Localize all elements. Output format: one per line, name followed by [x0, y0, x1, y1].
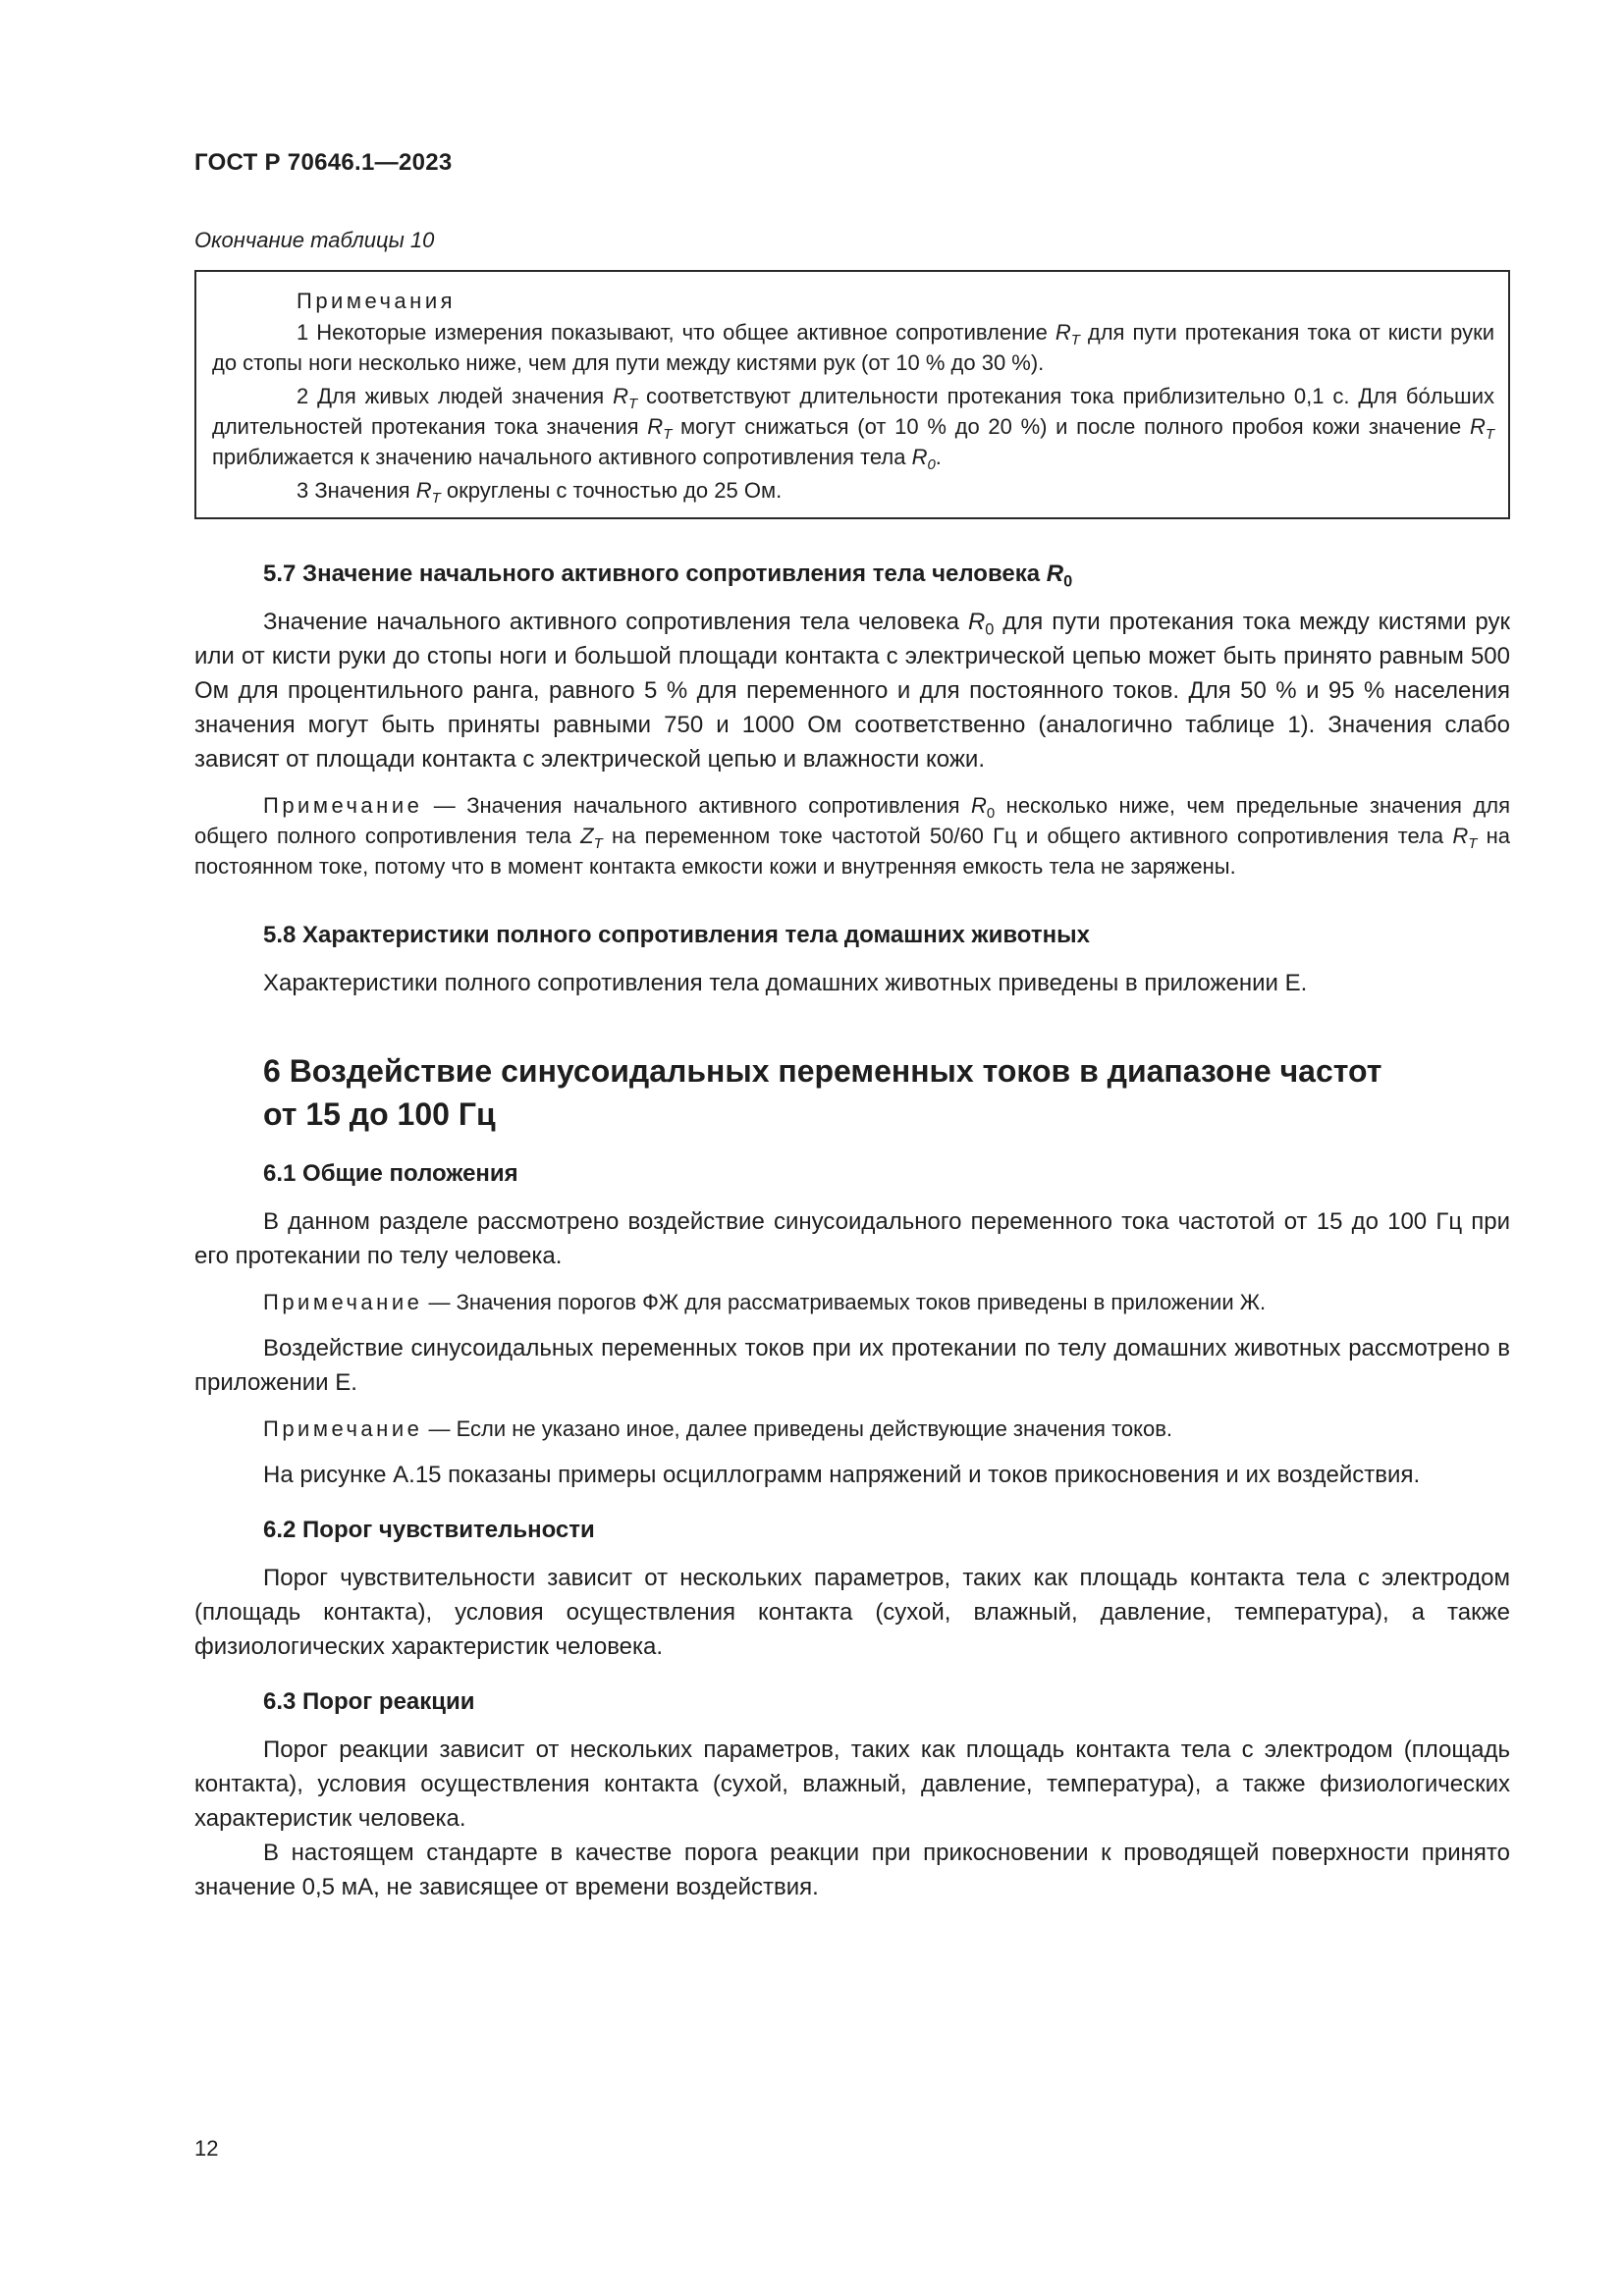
note-text: соответствуют длительности протекания тока приблизительно 0,1 с. Для бо́льших длительностей протекания тока значения — [212, 384, 1494, 439]
paragraph-6-1-b: Воздействие синусоидальных переменных токов при их протекании по телу домашних животных рассмотрено в приложении Е. — [194, 1335, 1510, 1396]
variable-subscript: T — [1070, 332, 1080, 349]
note-label: Примечание — [263, 1416, 423, 1441]
note-text: — Значения начального активного сопротивления — [422, 793, 971, 818]
note-text: 3 Значения — [297, 478, 416, 503]
section-heading-6-1: 6.1 Общие положения — [263, 1160, 518, 1187]
note-label: Примечание — [263, 1290, 423, 1314]
variable-symbol: Z — [580, 824, 594, 848]
variable-symbol: R — [613, 384, 628, 408]
variable-subscript: 0 — [927, 456, 936, 474]
variable-symbol: R — [1055, 320, 1071, 345]
note-text: приближается к значению начального активного сопротивления тела — [212, 445, 912, 469]
note-text: на переменном токе частотой 50/60 Гц и общего активного сопротивления тела — [602, 824, 1453, 848]
section-heading-5-8: 5.8 Характеристики полного сопротивления тела домашних животных — [263, 922, 1090, 948]
variable-subscript: T — [663, 426, 673, 444]
variable-symbol: R — [911, 445, 928, 469]
paragraph-6-1-a: В данном разделе рассмотрено воздействие синусоидального переменного тока частотой от 15 до 100 Гц при его протекании по телу человека. — [194, 1208, 1510, 1269]
variable-symbol: R — [1452, 824, 1469, 848]
variable-subscript: 0 — [986, 805, 996, 823]
document-body — [194, 558, 1510, 1904]
section-heading-5-7 — [194, 558, 1510, 591]
note-text: на постоянном токе, потому что в момент контакта емкости кожи и внутренняя емкость тела не заряжены. — [194, 824, 1510, 879]
paragraph-text: Значение начального активного сопротивления тела человека — [263, 609, 968, 635]
note-text: несколько ниже, чем предельные значения для общего полного сопротивления тела — [194, 793, 1510, 848]
note-label: Примечание — [263, 793, 423, 818]
paragraph-5-7 — [194, 605, 1510, 776]
note-text: 2 Для живых людей значения — [297, 384, 614, 408]
notes-title: Примечания — [297, 289, 457, 313]
paragraph-6-3-a: Порог реакции зависит от нескольких параметров, таких как площадь контакта тела с электродом (площадь контакта), условия осуществления контакта (сухой, влажный, давление, температура), а также физиологических характеристик человека. — [194, 1736, 1510, 1832]
paragraph-6-1-c: На рисунке А.15 показаны примеры осциллограмм напряжений и токов прикосновения и их воздействия. — [263, 1462, 1421, 1488]
note-item-3 — [212, 475, 1494, 506]
heading-line: 6 Воздействие синусоидальных переменных токов в диапазоне частот — [263, 1053, 1382, 1089]
variable-symbol: R — [647, 414, 664, 439]
note-5-7 — [194, 790, 1510, 881]
heading-line: от 15 до 100 Гц — [263, 1096, 496, 1132]
variable-symbol: R — [415, 478, 432, 503]
variable-symbol: R — [1046, 561, 1064, 587]
note-6-1-a — [194, 1287, 1510, 1317]
heading-text: 5.7 Значение начального активного сопротивления тела человека — [263, 561, 1047, 587]
variable-symbol: R — [967, 609, 986, 635]
section-heading-6-2: 6.2 Порог чувствительности — [263, 1517, 595, 1543]
table-caption: Окончание таблицы 10 — [194, 228, 435, 252]
paragraph-6-2: Порог чувствительности зависит от нескольких параметров, таких как площадь контакта тела с электродом (площадь контакта), условия осуществления контакта (сухой, влажный, давление, температура), а также физиологических характеристик человека. — [194, 1565, 1510, 1660]
table-notes-box — [194, 270, 1510, 519]
section-heading-6 — [194, 1049, 1510, 1136]
paragraph-5-8: Характеристики полного сопротивления тела домашних животных приведены в приложении Е. — [263, 970, 1308, 996]
note-text: для пути протекания тока от кисти руки до стопы ноги несколько ниже, чем для пути между кистями рук (от 10 % до 30 %). — [212, 320, 1494, 375]
note-text: могут снижаться (от 10 % до 20 %) и после полного пробоя кожи значение — [672, 414, 1470, 439]
variable-subscript: T — [1485, 426, 1495, 444]
variable-subscript: 0 — [985, 620, 995, 639]
note-6-1-b — [194, 1414, 1510, 1444]
note-text: округлены с точностью до 25 Ом. — [440, 478, 783, 503]
variable-subscript: T — [1468, 835, 1478, 853]
variable-symbol: R — [1469, 414, 1486, 439]
note-text: 1 Некоторые измерения показывают, что общее активное сопротивление — [297, 320, 1056, 345]
paragraph-text: для пути протекания тока между кистями рук или от кисти руки до стопы ноги и большой площади контакта с электрической цепью может быть принято равным 500 Ом для процентильного ранга, равного 5 % для переменного и для постоянного токов. Для 50 % и 95 % населения значения могут быть приняты равными 750 и 1000 Ом соответственно (аналогично таблице 1). Значения слабо зависят от площади контакта с электрической цепью и влажности кожи. — [194, 609, 1510, 773]
note-text: — Если не указано иное, далее приведены действующие значения токов. — [422, 1416, 1173, 1441]
document-header: ГОСТ Р 70646.1—2023 — [194, 149, 453, 176]
page-number: 12 — [194, 2136, 219, 2161]
variable-subscript: 0 — [1063, 572, 1073, 591]
paragraph-6-3-b: В настоящем стандарте в качестве порога реакции при прикосновении к проводящей поверхности принято значение 0,5 мА, не зависящее от времени воздействия. — [194, 1840, 1510, 1900]
variable-subscript: T — [593, 835, 603, 853]
note-text: — Значения порогов ФЖ для рассматриваемых токов приведены в приложении Ж. — [422, 1290, 1267, 1314]
variable-subscript: T — [627, 396, 638, 413]
variable-subscript: T — [431, 490, 441, 507]
variable-symbol: R — [971, 793, 987, 818]
section-heading-6-3: 6.3 Порог реакции — [263, 1688, 475, 1715]
note-item-2 — [212, 381, 1494, 472]
note-text: . — [935, 445, 942, 469]
note-item-1 — [212, 317, 1494, 378]
